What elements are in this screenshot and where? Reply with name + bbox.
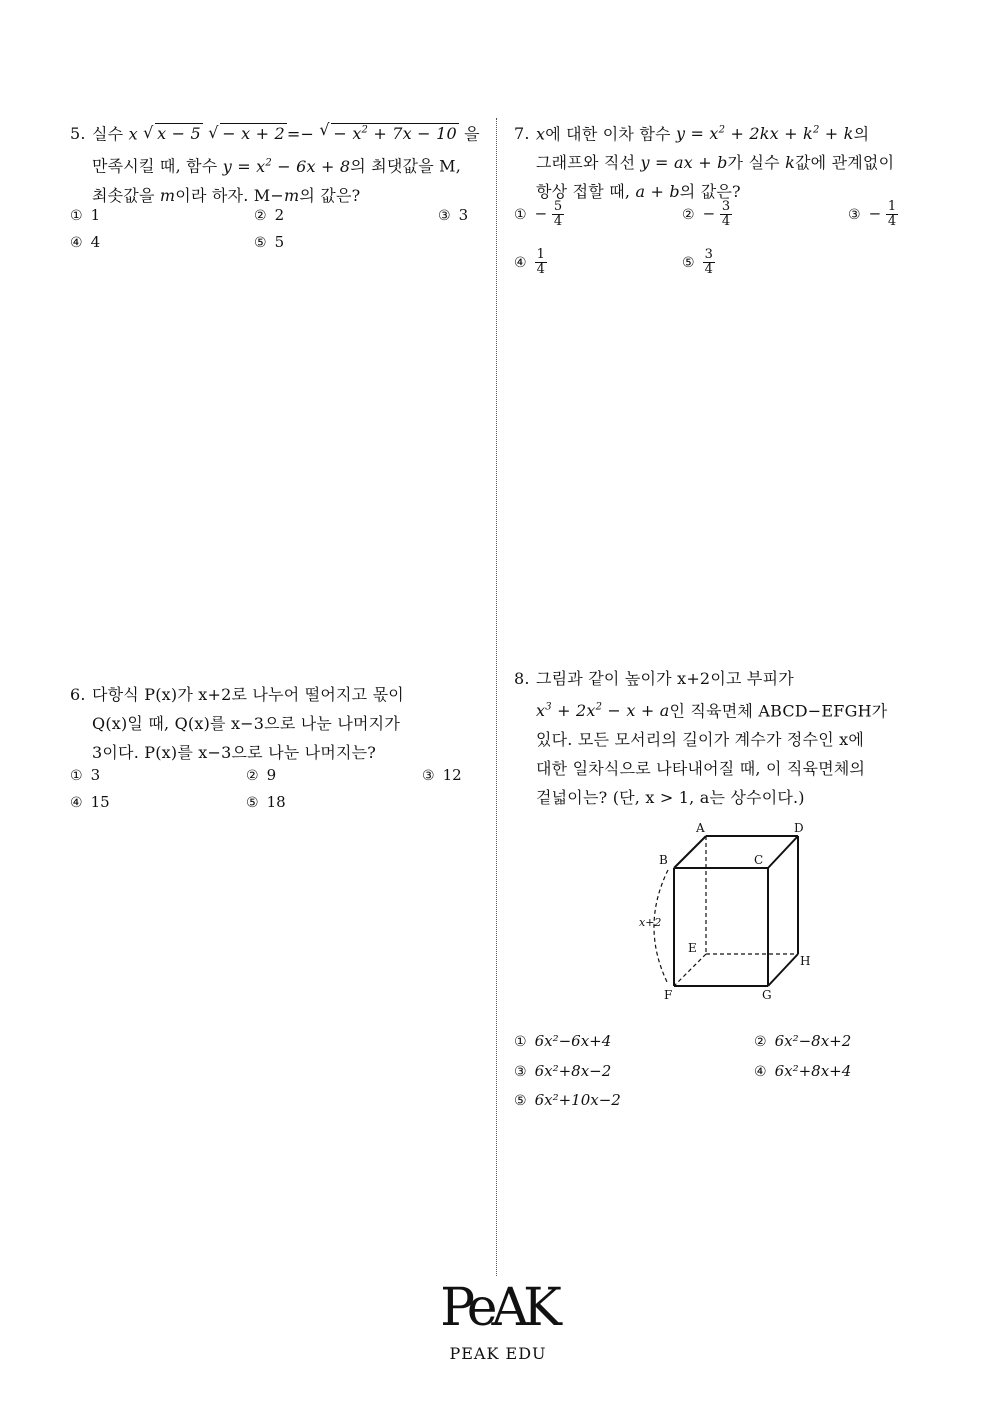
label-H: H <box>800 954 811 968</box>
logo-text: PEAK EDU <box>449 1344 547 1363</box>
choice-2[interactable]: ② 9 <box>246 766 277 784</box>
q7-function: $y = x^2 + 2kx + k^2 + k$ <box>675 124 854 144</box>
choice-3[interactable]: ③ − $\frac{1}{4}$ <box>848 199 897 229</box>
cuboid-figure <box>632 816 832 1006</box>
q8-line-3: 있다. 모든 모서리의 길이가 계수가 정수인 x에 <box>536 730 865 750</box>
label-D: D <box>794 821 804 835</box>
choice-5[interactable]: ⑤ 6x²+10x−2 <box>514 1091 621 1109</box>
choice-1[interactable]: ① − $\frac{5}{4}$ <box>514 199 563 229</box>
q5-text: 을 <box>464 124 480 144</box>
choice-1[interactable]: ① 3 <box>70 766 101 784</box>
question-6 <box>70 680 404 767</box>
q5-sqrt-1: √ x − 5 <box>143 119 203 148</box>
q7-math-k: k <box>785 153 795 173</box>
q7-text: 그래프와 직선 <box>536 153 636 173</box>
q7-math-x: x <box>536 124 546 144</box>
question-7 <box>514 116 894 206</box>
q7-text: 의 값은? <box>679 182 741 202</box>
choice-1[interactable]: ① 1 <box>70 206 101 224</box>
label-F: F <box>664 988 673 1002</box>
q5-text: 의 값은? <box>299 185 361 205</box>
question-number: 5. <box>70 124 86 144</box>
column-divider <box>496 118 497 1276</box>
q5-sqrt-2: √ − x + 2 <box>208 119 287 148</box>
q8-text: 인 직육면체 ABCD−EFGH가 <box>669 701 888 721</box>
logo-mark: PeAK <box>440 1278 556 1338</box>
choice-3[interactable]: ③ 3 <box>438 206 469 224</box>
label-height: x+2 <box>639 916 662 929</box>
q7-choices <box>514 200 914 294</box>
question-number: 6. <box>70 685 86 704</box>
q5-text: 실수 <box>92 124 124 144</box>
label-G: G <box>762 988 772 1002</box>
q5-math-m: m <box>159 185 176 205</box>
q8-volume: $x^3 + 2x^2 - x + a$ <box>536 701 670 721</box>
peak-edu-logo <box>436 1278 560 1374</box>
choice-5[interactable]: ⑤ 5 <box>254 233 285 251</box>
q7-text: 에 대한 이차 함수 <box>545 124 671 144</box>
q7-text: 항상 접할 때, <box>536 182 631 202</box>
q7-text: 의 <box>853 124 870 144</box>
choice-2[interactable]: ② 2 <box>254 206 285 224</box>
label-E: E <box>688 941 697 955</box>
q7-text: 가 실수 <box>727 153 780 173</box>
q7-math-ab: a + b <box>635 182 680 202</box>
choice-3[interactable]: ③ 6x²+8x−2 <box>514 1062 612 1080</box>
choice-4[interactable]: ④ 15 <box>70 793 110 811</box>
q7-line-eq: y = ax + b <box>640 153 728 173</box>
q6-choices <box>70 766 480 826</box>
q6-line-2: Q(x)일 때, Q(x)를 x−3으로 나눈 나머지가 <box>92 714 400 733</box>
cuboid-svg <box>632 816 832 1006</box>
q5-sqrt-3: √ − $x^2 + 7x - 10$ <box>319 116 458 148</box>
q5-text: 이라 하자. M− <box>175 185 284 205</box>
label-B: B <box>659 853 668 867</box>
q5-text: 최솟값을 <box>92 185 155 205</box>
choice-5[interactable]: ⑤ 18 <box>246 793 286 811</box>
choice-4[interactable]: ④ 6x²+8x+4 <box>754 1062 852 1080</box>
q5-choices <box>70 206 480 266</box>
choice-4[interactable]: ④ 4 <box>70 233 101 251</box>
choice-2[interactable]: ② − $\frac{3}{4}$ <box>682 199 731 229</box>
label-A: A <box>696 821 705 835</box>
q5-text: 만족시킬 때, 함수 <box>92 156 218 176</box>
q8-line-1: 그림과 같이 높이가 x+2이고 부피가 <box>536 669 794 688</box>
question-8 <box>514 664 887 812</box>
q8-choices <box>514 1032 914 1122</box>
label-C: C <box>754 853 764 867</box>
choice-1[interactable]: ① 6x²−6x+4 <box>514 1032 612 1050</box>
q8-line-5: 겉넓이는? (단, x > 1, a는 상수이다.) <box>536 788 805 808</box>
q5-function: $y = x^2 - 6x + 8$ <box>222 156 351 176</box>
question-5 <box>70 116 480 210</box>
q6-line-3: 3이다. P(x)를 x−3으로 나눈 나머지는? <box>92 743 377 762</box>
choice-4[interactable]: ④ $\frac{1}{4}$ <box>514 247 545 277</box>
q5-math-x: x <box>128 124 138 144</box>
q5-eq: =− <box>286 124 315 144</box>
choice-2[interactable]: ② 6x²−8x+2 <box>754 1032 852 1050</box>
question-number: 7. <box>514 124 530 144</box>
q6-line-1: 다항식 P(x)가 x+2로 나누어 떨어지고 몫이 <box>92 685 404 704</box>
choice-5[interactable]: ⑤ $\frac{3}{4}$ <box>682 247 713 277</box>
q8-line-4: 대한 일차식으로 나타내어질 때, 이 직육면체의 <box>536 759 866 779</box>
q7-text: 값에 관계없이 <box>795 153 895 173</box>
q5-text: 의 최댓값을 M, <box>350 156 462 176</box>
choice-3[interactable]: ③ 12 <box>422 766 462 784</box>
question-number: 8. <box>514 669 530 688</box>
q5-math-m: m <box>283 185 300 205</box>
